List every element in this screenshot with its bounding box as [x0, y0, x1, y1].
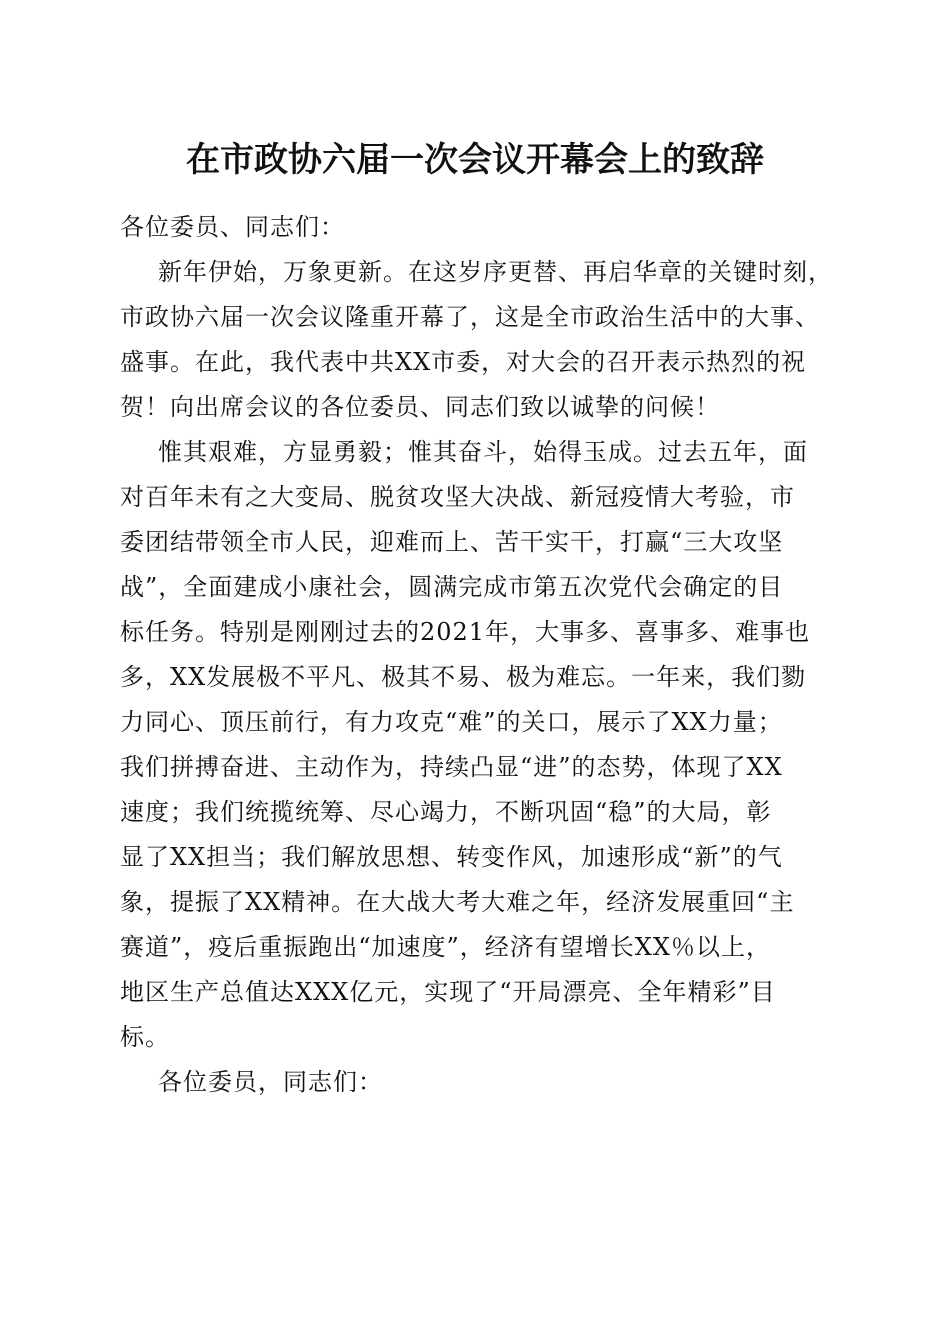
paragraph-line: 象，提振了XX精神。在大战大考大难之年，经济发展重回“主 — [120, 888, 795, 916]
paragraph-line: 我们拼搏奋进、主动作为，持续凸显“进”的态势，体现了XX — [120, 753, 783, 781]
paragraph-line: 对百年未有之大变局、脱贫攻坚大决战、新冠疫情大考验，市 — [120, 483, 795, 511]
paragraph-line: 地区生产总值达XXX亿元，实现了“开局漂亮、全年精彩”目 — [120, 978, 776, 1006]
paragraph-line: 力同心、顶压前行，有力攻克“难”的关口，展示了XX力量； — [120, 708, 783, 736]
paragraph-review — [120, 430, 840, 1060]
salutation-first — [120, 205, 840, 250]
paragraph-opening — [120, 250, 840, 430]
paragraph-line: 战”，全面建成小康社会，圆满完成市第五次党代会确定的目 — [120, 573, 784, 601]
paragraph-line: 惟其艰难，方显勇毅；惟其奋斗，始得玉成。过去五年，面 — [158, 438, 808, 466]
paragraph-line: 市政协六届一次会议隆重开幕了，这是全市政治生活中的大事、 — [120, 303, 820, 331]
salutation-line: 各位委员，同志们： — [158, 1068, 383, 1096]
paragraph-line: 贺！向出席会议的各位委员、同志们致以诚挚的问候！ — [120, 393, 720, 421]
salutation-line: 各位委员、同志们： — [120, 213, 345, 241]
document-title: 在市政协六届一次会议开幕会上的致辞 — [186, 140, 764, 180]
paragraph-line: 赛道”，疫后重振跑出“加速度”，经济有望增长XX％以上， — [120, 933, 771, 961]
paragraph-line: 多，XX发展极不平凡、极其不易、极为难忘。一年来，我们勠 — [120, 663, 807, 691]
paragraph-line: 标。 — [120, 1023, 170, 1051]
paragraph-line: 新年伊始，万象更新。在这岁序更替、再启华章的关键时刻， — [158, 258, 833, 286]
paragraph-line: 委团结带领全市人民，迎难而上、苦干实干，打赢“三大攻坚 — [120, 528, 784, 556]
paragraph-line: 显了XX担当；我们解放思想、转变作风，加速形成“新”的气 — [120, 843, 783, 871]
paragraph-line: 速度；我们统揽统筹、尽心竭力，不断巩固“稳”的大局，彰 — [120, 798, 772, 826]
paragraph-line: 标任务。特别是刚刚过去的2021年，大事多、喜事多、难事也 — [120, 618, 811, 646]
salutation-second — [120, 1060, 840, 1105]
paragraph-line: 盛事。在此，我代表中共XX市委，对大会的召开表示热烈的祝 — [120, 348, 807, 376]
